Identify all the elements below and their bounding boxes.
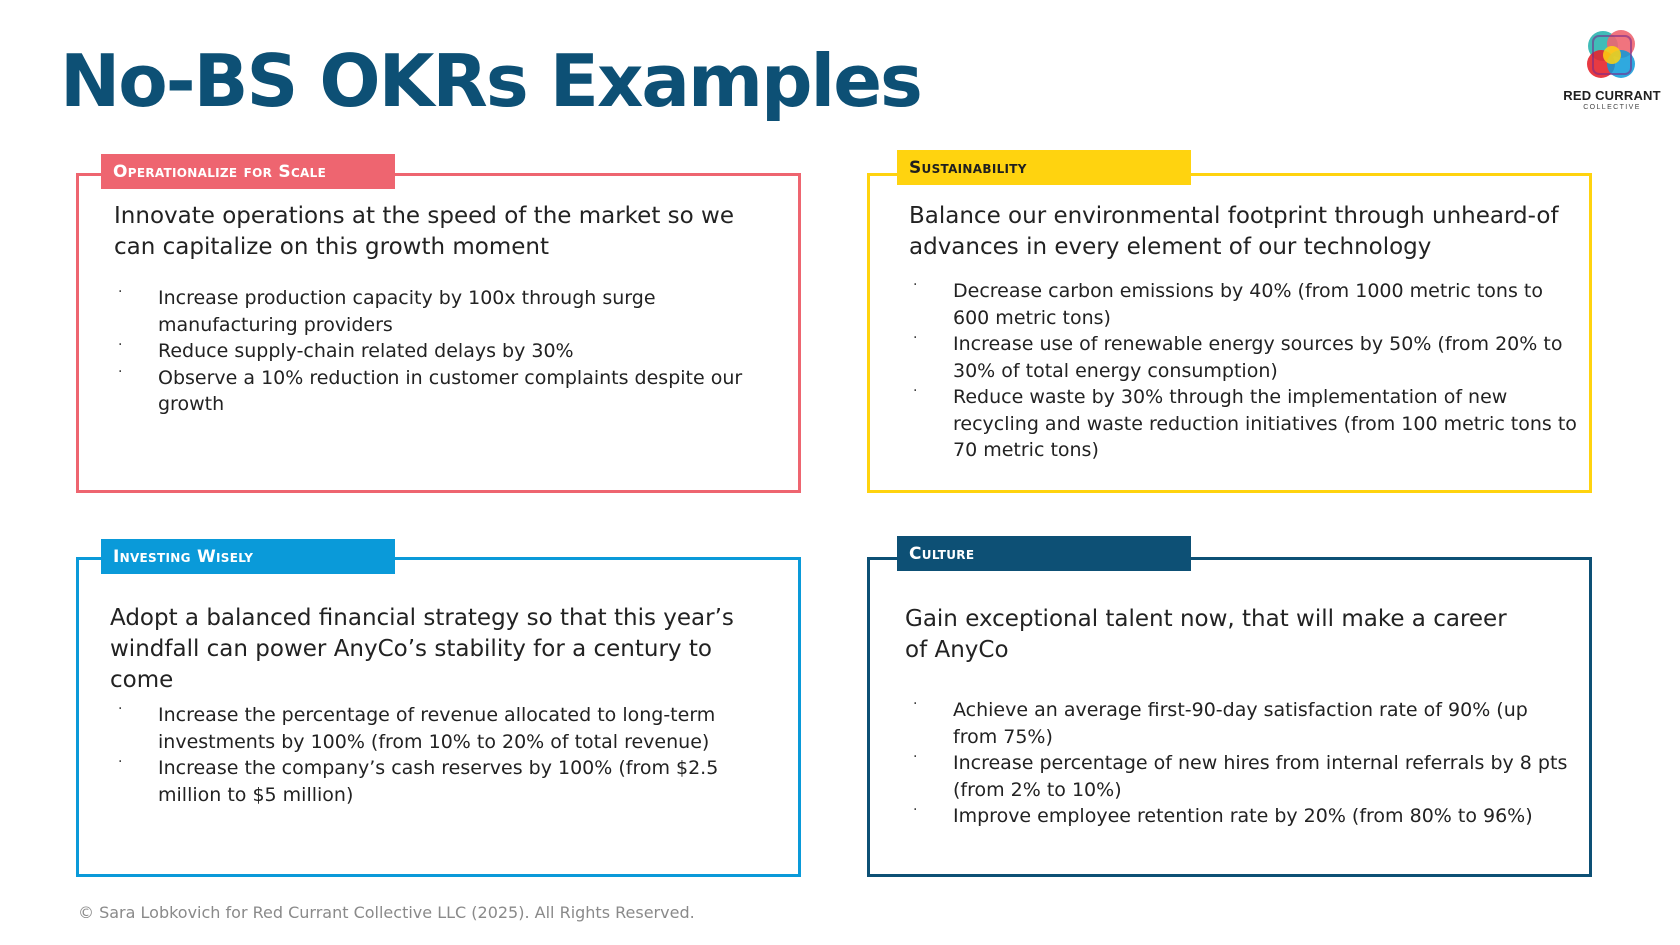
logo-name: RED CURRANT xyxy=(1563,88,1661,103)
key-results-list-investing xyxy=(118,702,768,808)
objective-text-operationalize: Innovate operations at the speed of the market so we can capitalize on this growth moment xyxy=(114,203,734,260)
card-tag-investing: Investing Wisely xyxy=(101,539,395,574)
key-result-item: · Reduce waste by 30% through the implementation of new recycling and waste reduction initiatives (from 100 metric tons to 70 metric tons) xyxy=(913,384,1578,464)
key-results-list-culture xyxy=(913,697,1578,830)
key-result-item: · Increase the percentage of revenue allocated to long-term investments by 100% (from 10% to 20% of total revenue) xyxy=(118,702,768,755)
key-result-item: · Increase the company’s cash reserves by 100% (from $2.5 million to $5 million) xyxy=(118,755,768,808)
objective-text-culture: Gain exceptional talent now, that will make a career of AnyCo xyxy=(905,606,1507,663)
key-result-item: · Improve employee retention rate by 20% (from 80% to 96%) xyxy=(913,803,1578,830)
key-result-item: · Achieve an average first-90-day satisfaction rate of 90% (up from 75%) xyxy=(913,697,1578,750)
key-result-item: · Decrease carbon emissions by 40% (from 1000 metric tons to 600 metric tons) xyxy=(913,278,1578,331)
card-tag-culture: Culture xyxy=(897,536,1191,571)
logo-subtitle: COLLECTIVE xyxy=(1583,104,1641,111)
key-result-item: · Increase production capacity by 100x through surge manufacturing providers xyxy=(118,285,768,338)
objective-text-investing: Adopt a balanced financial strategy so that this year’s windfall can power AnyCo’s stability for a century to come xyxy=(110,605,734,693)
card-tag-sustainability: Sustainability xyxy=(897,150,1191,185)
key-result-item: · Increase percentage of new hires from internal referrals by 8 pts (from 2% to 10%) xyxy=(913,750,1578,803)
key-result-item: · Increase use of renewable energy sources by 50% (from 20% to 30% of total energy consumption) xyxy=(913,331,1578,384)
key-result-item: · Observe a 10% reduction in customer complaints despite our growth xyxy=(118,365,768,418)
key-results-list-operationalize xyxy=(118,285,768,418)
page-title: No-BS OKRs Examples xyxy=(60,39,921,123)
company-logo xyxy=(1560,26,1664,111)
key-results-list-sustainability xyxy=(913,278,1578,464)
card-tag-operationalize: Operationalize for Scale xyxy=(101,154,395,189)
objective-text-sustainability: Balance our environmental footprint through unheard-of advances in every element of our technology xyxy=(909,203,1559,260)
key-result-item: · Reduce supply-chain related delays by 30% xyxy=(118,338,768,365)
copyright-footer: © Sara Lobkovich for Red Currant Collective LLC (2025). All Rights Reserved. xyxy=(78,903,695,922)
red-currant-logo-icon xyxy=(1583,26,1641,84)
